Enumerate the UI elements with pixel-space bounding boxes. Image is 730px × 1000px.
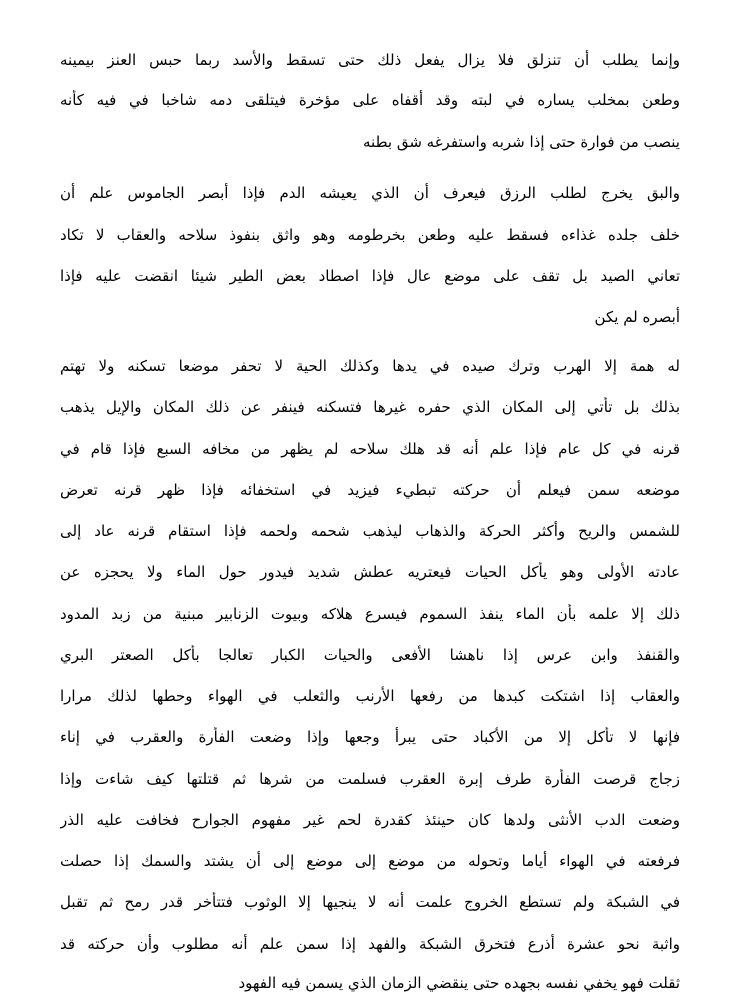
text-line: والعقاب إذا اشتكت كبدها من رفعها الأرنب والثعلب في الهواء وحطها لذلك مرارا <box>60 687 680 705</box>
text-line: بذلك بل تأتي إلى المكان الذي حفره غيرها فتسكنه فينفر عن ذلك المكان والإيل يذهب <box>60 398 680 416</box>
text-line: ثقلت فهو يخفي نفسه بجهده حتى ينقضي الزمان الذي يسمن فيه الفهود <box>238 974 680 992</box>
text-line: للشمس والريح وأكثر الحركة والذهاب ليذهب شحمه ولحمه فإذا استقام قرنه عاد إلى <box>60 522 680 540</box>
text-line: فإنها لا تأكل إلا من الأكباد حتى يبرأ وجعها وإذا وضعت الفأرة والعقرب في إناء <box>60 728 680 746</box>
text-line: قرنه في كل عام فإذا علم أنه قد هلك سلاحه لم يظهر من مخافه السبع فإذا قام في <box>60 440 680 458</box>
text-line: موضعه سمن فيعلم أن حركته تبطيء فيزيد في استخفائه فإذا ظهر قرنه تعرض <box>60 481 680 499</box>
text-line: خلف جلده غذاءه فسقط عليه وطعن بخرطومه وهو واثق بنفوذ سلاحه والعقاب لا تكاد <box>60 226 680 244</box>
text-line: له همة إلا الهرب وترك صيده في يدها وكذلك الحية لا تحفر موضعا تسكنه ولا تهتم <box>60 357 680 375</box>
text-line: أبصره لم يكن <box>594 308 680 326</box>
text-line: وإنما يطلب أن تنزلق فلا يزال يفعل ذلك حتى تسقط والأسد ربما حبس العنز بيمينه <box>60 51 680 69</box>
text-line: فرفعته في الهواء أياما وتحوله من موضع إلى موضع إلى أن يشتد والسمك إذا حصلت <box>60 852 680 870</box>
text-line: ينصب من فوارة حتى إذا شربه واستفرغه شق بطنه <box>363 133 680 151</box>
text-line: والقنفذ وابن عرس إذا ناهشا الأفعى والحيات الكبار تعالجا بأكل الصعتر البري <box>60 646 680 664</box>
text-line: عادته الأولى وهو يأكل الحيات فيعتريه عطش شديد فيدور حول الماء ولا يحجزه عن <box>60 563 680 581</box>
text-line: وضعت الدب الأنثى ولدها كان حينئذ كقدرة لحم غير مفهوم الجوارح فخافت عليه الذر <box>60 811 680 829</box>
text-line: تعاني الصيد بل تقف على موضع عال فإذا اصطاد بعض الطير شيئا انقضت عليه فإذا <box>60 267 680 285</box>
text-line: ذلك إلا علمه بأن الماء ينفذ السموم فيسرع هلاكه وبيوت الزنابير مبنية من زبد المدود <box>60 605 680 623</box>
text-line: في الشبكة ولم تستطع الخروج علمت أنه لا ينجيها إلا الوثوب فتتأخر قدر رمح ثم تقبل <box>60 893 680 911</box>
text-line: والبق يخرج لطلب الرزق فيعرف أن الذي يعيشه الدم فإذا أبصر الجاموس علم أن <box>60 184 680 202</box>
text-line: وطعن بمخلب يساره في لبته وقد أقفاه على مؤخرة فيتلقى دمه شاخبا في فيه كأنه <box>60 91 680 109</box>
text-line: زجاج قرصت الفأرة طرف إبرة العقرب فسلمت من شرها ثم قتلتها كيف شاءت وإذا <box>60 770 680 788</box>
text-line: واثبة نحو عشرة أذرع فتخرق الشبكة والفهد إذا سمن علم أنه مطلوب وأن حركته قد <box>60 935 680 953</box>
